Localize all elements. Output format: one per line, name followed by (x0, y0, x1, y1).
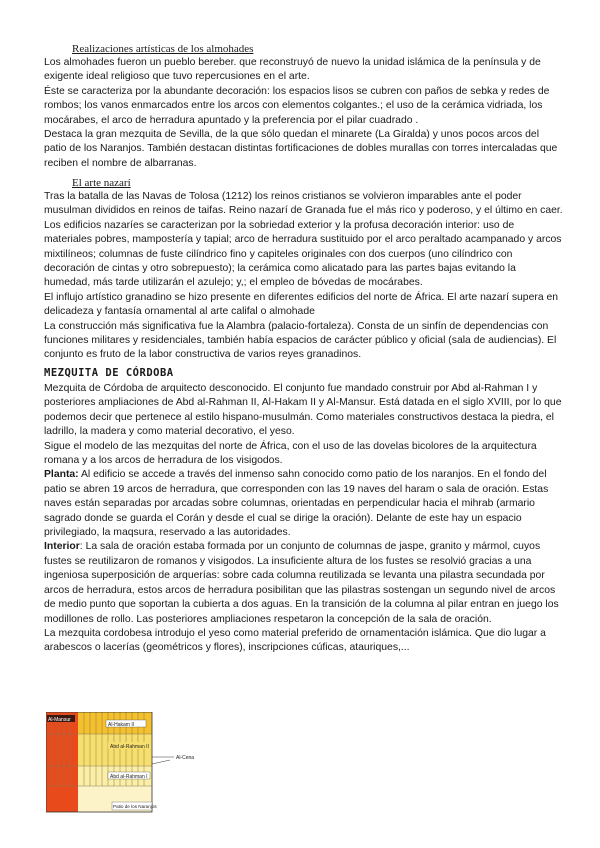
label-hakam: Al-Hakam II (108, 722, 135, 728)
paragraph: Tras la batalla de las Navas de Tolosa (1212) los reinos cristianos se volvieron imparables ante el poder musulman divididos en reinos de taifas. Reino nazarí de Granada fue el más rico y poderoso, y el último en caer. (44, 191, 563, 217)
paragraph-interior: Interior: La sala de oración estaba formada por un conjunto de columnas de jaspe, granito y mármol, cuyos fustes se reutilizaron de romanos y visigodos. La insuficiente altura de los fustes se resolvió gracias a una ingeniosa superposición de arquerías: sobre cada columna reutilizada se levanta una pilastra secundada por arcos de herradura, estos arcos de herradura posibilitan que las pilastras sostengan un segundo nivel de arcos de medio punto que soportan la cubierta a dos aguas. En la transición de la columna al pilar entran en juego los modillones de rollo. Las posteriores ampliaciones respetaron la concepción de la sala de oración. (44, 541, 559, 625)
plan-svg (46, 712, 196, 822)
mezquita-plan-figure (46, 712, 196, 822)
section-heading-mezquita: MEZQUITA DE CÓRDOBA (44, 367, 174, 379)
label-rahman1: Abd al-Rahman I (110, 774, 148, 780)
mezquita-text (44, 382, 564, 656)
paragraph: El influjo artístico granadino se hizo presente en diferentes edificios del norte de África. El arte nazarí supera en delicadeza y fantasía ornamental al arte califal o almohade (44, 291, 559, 318)
almohades-text (44, 56, 564, 171)
label-bottom: Patio de los Naranjos (113, 804, 157, 809)
interior-label: Interior (44, 541, 80, 553)
paragraph-planta: Planta: Al edificio se accede a través del inmenso sahn conocido como patio de los naranjos. En el fondo del patio se abren 19 arcos de herradura, que corresponden con las 19 naves del haram o sala de oración. Estas naves están separadas por arcadas sobre columnas, orientadas en perpendicular hacia el mihrab (armario sagrado donde se guarda el Corán y desde el cual se dirige la oración). Delante de este hay un espacio privilegiado, la maqsura, reservado a las autoridades. (44, 469, 549, 539)
paragraph: La mezquita cordobesa introdujo el yeso como material preferido de ornamentación islámica. Que dio lugar a arabescos o lacerías (geométricos y flores), inscripciones cúficas, atauriques,... (44, 627, 546, 654)
label-rahman2: Abd al-Rahman II (110, 744, 149, 750)
paragraph: Éste se caracteriza por la abundante decoración: los espacios lisos se cubren con paños de sebka y redes de rombos; los vanos enmarcados entre los arcos con elementos colgantes.; el uso de la cerámica vidriada, los mocárabes, el arco de herradura apuntado y la preferencia por el pilar cuadrado . (44, 85, 550, 126)
planta-label: Planta: (44, 469, 79, 481)
paragraph: Los edificios nazaríes se caracterizan por la sobriedad exterior y la profusa decoración interior: uso de materiales pobres, mampostería y tapial; arco de herradura sustituido por el arco peraltado acampanado y arcos mixtilíneos; columnas de fuste cilíndrico fino y capiteles originales con dos cuerpos (uno cilíndrico con decoración de cintas y otro sobrepuesto); la cerámica como alicatado para las partes bajas evitando la humedad, más tarde utilizarán el azulejo; y,; el empleo de bóvedas de mocárabes. (44, 219, 562, 289)
section-heading-nazari: El arte nazarí (72, 177, 131, 189)
paragraph: Mezquita de Córdoba de arquitecto desconocido. El conjunto fue mandado construir por Abd al-Rahman I y posteriores ampliaciones de Abd al-Rahman II, Al-Hakam II y Al-Mansur. Está datada en el siglo XVIII, por lo que podemos decir que pertenece al estilo hispano-musulmán. Como materiales constructivos destaca la piedra, el ladrillo, la madera y como material decorativo, el yeso. (44, 383, 562, 438)
al-mansur-area (46, 712, 78, 812)
label-al-mansur: Al-Mansur (48, 717, 71, 723)
paragraph: Sigue el modelo de las mezquitas del norte de África, con el uso de las dovelas bicolores de la arquitectura romana y a los arcos de herradura de los visigodos. (44, 440, 537, 467)
paragraph: Los almohades fueron un pueblo bereber. que reconstruyó de nuevo la unidad islámica de la península y de exigente ideal religioso que tuvo repercusiones en el arte. (44, 57, 541, 83)
label-right: Al-Cena (176, 755, 195, 761)
section-heading-almohades: Realizaciones artísticas de los almohades (72, 43, 254, 55)
paragraph: La construcción más significativa fue la Alambra (palacio-fortaleza). Consta de un sinfín de dependencias con funciones militares y residenciales, también había espacios de carácter público y oficial (sala de audiencias). El conjunto es fruto de la labor constructiva de varios reyes granadinos. (44, 320, 557, 361)
nazari-text (44, 190, 564, 363)
paragraph: Destaca la gran mezquita de Sevilla, de la que sólo quedan el minarete (La Giralda) y unos pocos arcos del patio de los Naranjos. También destacan distintas fortificaciones de dobles murallas con torres intercaladas que reciben el nombre de albarranas. (44, 129, 558, 169)
rahman2-area (78, 734, 152, 766)
